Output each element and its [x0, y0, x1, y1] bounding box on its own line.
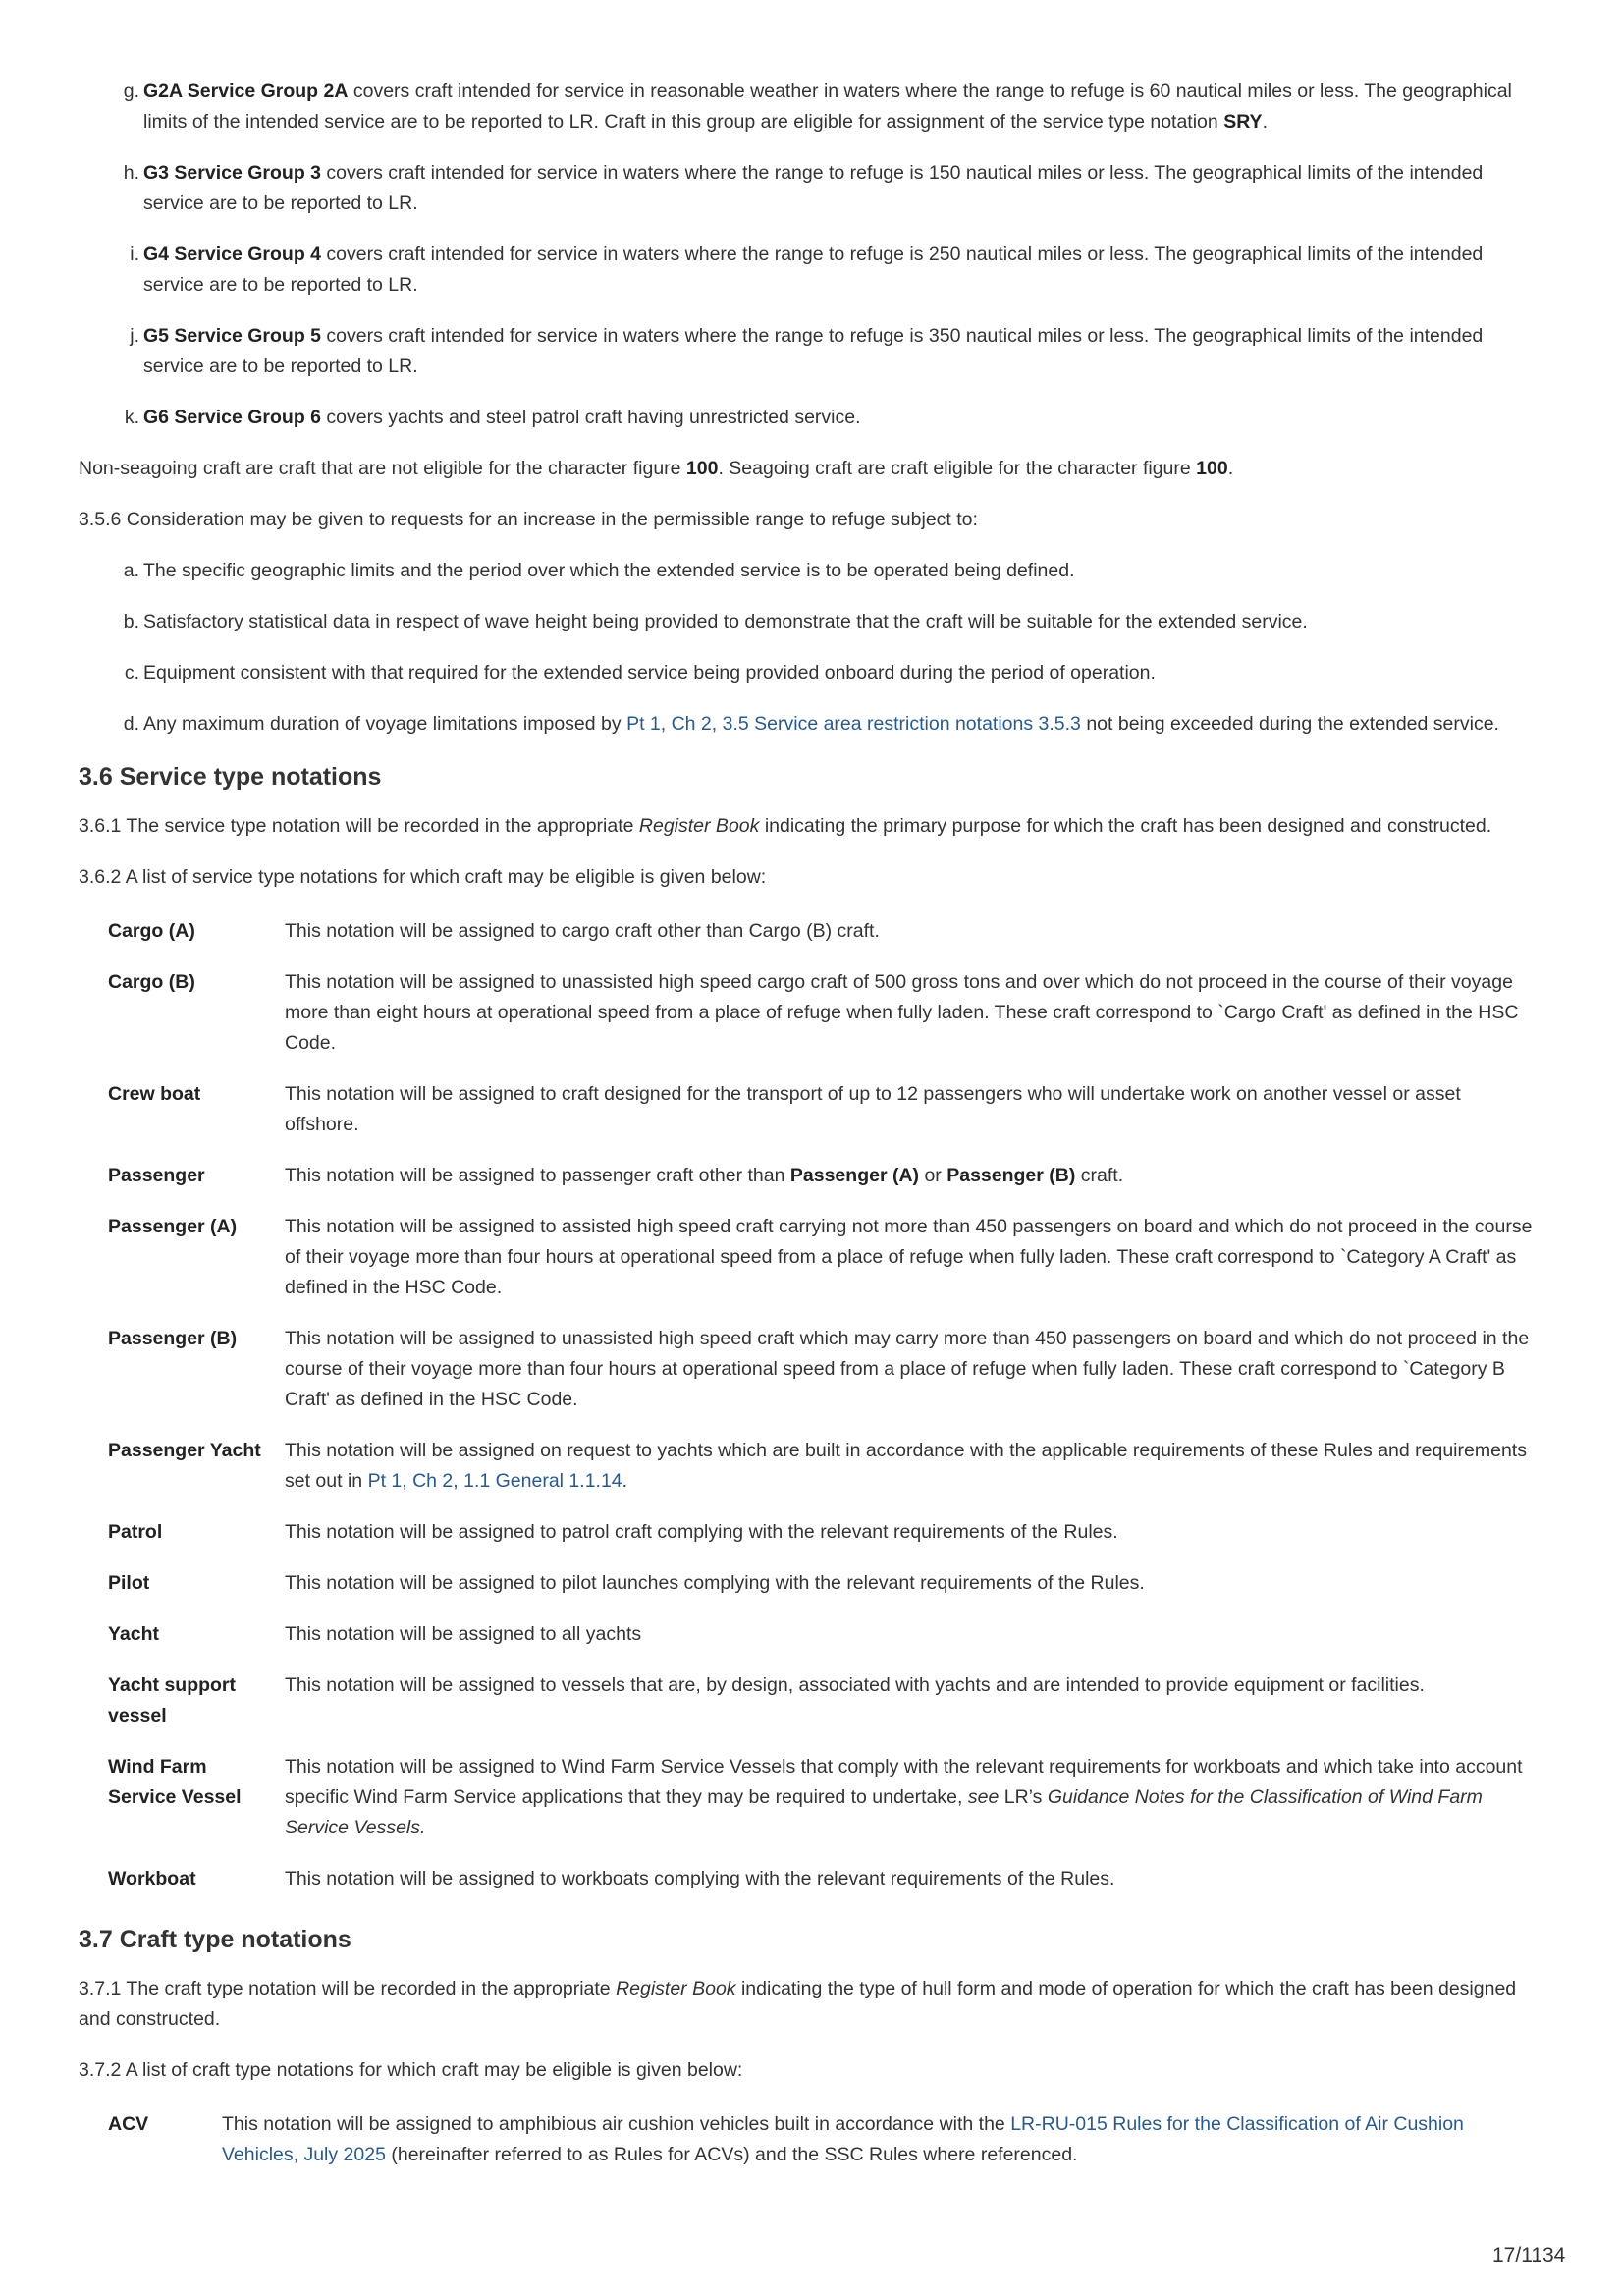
notation-term: Passenger (B) — [108, 1328, 238, 1349]
notation-term: Wind Farm Service Vessel — [108, 1756, 242, 1808]
text-run: craft. — [1080, 1165, 1124, 1186]
punctuation: . — [1227, 458, 1234, 479]
table-row — [108, 1517, 1534, 1568]
notation-bold: Passenger (A) — [789, 1165, 920, 1186]
table-row — [108, 967, 1534, 1079]
text-run: indicating the primary purpose for which the craft has been designed and constructed. — [764, 815, 1492, 837]
list-item — [79, 240, 1532, 301]
table-row — [108, 1568, 1534, 1619]
group-term: G3 Service Group 3 — [143, 162, 321, 184]
list-item — [79, 607, 1532, 637]
service-group-list — [79, 77, 1532, 433]
nonseagoing-paragraph — [79, 454, 1532, 484]
cross-reference-link[interactable]: Pt 1, Ch 2, 3.5 Service area restriction notations 3.5.3 — [626, 713, 1081, 735]
notation-term: Crew boat — [108, 1083, 201, 1105]
punctuation: . — [622, 1470, 628, 1492]
section-heading-3-7: 3.7 Craft type notations — [79, 1926, 351, 1953]
text-run: not being exceeded during the extended service. — [1086, 713, 1499, 735]
notation-definition: This notation will be assigned to all yachts — [285, 1623, 642, 1645]
table-row — [108, 916, 1534, 967]
character-figure: 100 — [1196, 458, 1228, 479]
notation-definition: This notation will be assigned to pilot launches complying with the relevant requirements of the Rules. — [285, 1572, 1145, 1594]
notation-bold: SRY — [1223, 111, 1263, 133]
list-item-text — [143, 403, 1532, 433]
group-description: covers craft intended for service in reasonable weather in waters where the range to refuge is 60 nautical miles or less. The geographical limits of the intended service are to be reported to LR. Craft in this group are eligible for assignment of the service type notation — [143, 81, 1512, 133]
table-row — [108, 1752, 1534, 1864]
text-run: LR’s — [1003, 1786, 1043, 1808]
list-item-text: The specific geographic limits and the period over which the extended service is to be operated being defined. — [143, 560, 1075, 581]
text-run: This notation will be assigned to amphibious air cushion vehicles built in accordance with the — [222, 2113, 1005, 2135]
paragraph-3-7-1 — [79, 1974, 1532, 2035]
notation-term: Yacht — [108, 1623, 160, 1645]
text-run: Non-seagoing craft are craft that are not eligible for the character figure — [79, 458, 681, 479]
notation-definition: This notation will be assigned to unassisted high speed cargo craft of 500 gross tons and over which do not proceed in the course of their voyage more than eight hours at operational speed from a place of refuge when fully laden. These craft correspond to `Cargo Craft' as defined in the HSC Code. — [285, 971, 1519, 1054]
table-row — [108, 1670, 1534, 1752]
notation-definition: This notation will be assigned to assisted high speed craft carrying not more than 450 passengers on board and which do not proceed in the course of their voyage more than four hours at operational speed from a place of refuge when fully laden. These craft correspond to `Category A Craft' as defined in the HSC Code. — [285, 1216, 1533, 1298]
notation-definition: This notation will be assigned to patrol craft complying with the relevant requirements of the Rules. — [285, 1521, 1118, 1543]
cross-reference-link[interactable]: LR-RU-015 Rules for the Classification of Air Cushion Vehicles, July 2025 — [222, 2113, 1464, 2165]
italic-run: see — [967, 1786, 1000, 1808]
table-row — [108, 2109, 1534, 2191]
list-item-text — [143, 321, 1532, 382]
list-item-text — [143, 158, 1532, 219]
paragraph-3-6-2: 3.6.2 A list of service type notations for which craft may be eligible is given below: — [79, 866, 767, 888]
notation-definition — [285, 1436, 1534, 1517]
list-item-text — [143, 709, 1532, 739]
table-row — [108, 1324, 1534, 1436]
notation-term: Workboat — [108, 1868, 196, 1889]
group-term: G2A Service Group 2A — [143, 81, 349, 102]
paragraph-3-7-2: 3.7.2 A list of craft type notations for which craft may be eligible is given below: — [79, 2059, 743, 2081]
notation-term: Patrol — [108, 1521, 163, 1543]
notation-definition: This notation will be assigned to craft designed for the transport of up to 12 passengers who will undertake work on another vessel or asset offshore. — [285, 1083, 1461, 1135]
list-marker: k. — [124, 407, 139, 428]
list-marker: b. — [123, 611, 139, 632]
notation-term: Passenger (A) — [108, 1216, 238, 1237]
list-item-text: Satisfactory statistical data in respect of wave height being provided to demonstrate that the craft will be suitable for the extended service. — [143, 611, 1308, 632]
list-marker: j. — [130, 325, 139, 347]
table-row — [108, 1212, 1534, 1324]
notation-term: ACV — [108, 2113, 149, 2135]
text-run: This notation will be assigned on request to yachts which are built in accordance with the applicable requirements of these Rules and requirements set out in — [285, 1440, 1527, 1492]
notation-definition — [222, 2109, 1534, 2191]
paragraph-3-5-6: 3.5.6 Consideration may be given to requests for an increase in the permissible range to refuge subject to: — [79, 509, 978, 530]
document-page — [79, 77, 1532, 2191]
cross-reference-link[interactable]: Pt 1, Ch 2, 1.1 General 1.1.14 — [367, 1470, 622, 1492]
punctuation: . — [420, 1817, 426, 1838]
list-marker: h. — [123, 162, 139, 184]
list-marker: i. — [130, 244, 139, 265]
notation-definition — [285, 1752, 1534, 1864]
section-heading-3-6: 3.6 Service type notations — [79, 763, 382, 791]
list-item — [79, 158, 1532, 219]
paragraph-3-6-1 — [79, 811, 1532, 842]
notation-term: Passenger Yacht — [108, 1440, 261, 1461]
list-item — [79, 403, 1532, 433]
table-row — [108, 1079, 1534, 1161]
list-item — [79, 77, 1532, 137]
list-item-text — [143, 77, 1532, 137]
text-run: 3.6.1 The service type notation will be recorded in the appropriate — [79, 815, 634, 837]
group-term: G5 Service Group 5 — [143, 325, 321, 347]
text-run: This notation will be assigned to passenger craft other than — [285, 1165, 785, 1186]
register-book-italic: Register Book — [638, 815, 760, 837]
notation-term: Cargo (A) — [108, 920, 195, 942]
table-row — [108, 1436, 1534, 1517]
list-marker: a. — [123, 560, 139, 581]
text-run: This notation will be assigned to Wind Farm Service Vessels that comply with the relevant requirements for workboats and which take into account specific Wind Farm Service applications that they may be required to undertake, — [285, 1756, 1523, 1808]
text-run: 3.7.1 The craft type notation will be recorded in the appropriate — [79, 1978, 611, 1999]
page-number: 17/1134 — [1492, 2244, 1566, 2267]
notation-term: Pilot — [108, 1572, 150, 1594]
group-description: covers yachts and steel patrol craft having unrestricted service. — [326, 407, 861, 428]
group-term: G6 Service Group 6 — [143, 407, 321, 428]
character-figure: 100 — [685, 458, 719, 479]
list-marker: g. — [123, 81, 139, 102]
text-run: . Seagoing craft are craft eligible for the character figure — [718, 458, 1191, 479]
list-item — [79, 321, 1532, 382]
list-item — [79, 658, 1532, 688]
punctuation: . — [1262, 111, 1268, 133]
notation-definition: This notation will be assigned to cargo craft other than Cargo (B) craft. — [285, 920, 880, 942]
notation-definition — [285, 1161, 1534, 1212]
group-term: G4 Service Group 4 — [143, 244, 321, 265]
text-run: indicating the type of hull form and mode of operation for which the craft has been designed and constructed. — [79, 1978, 1517, 2030]
table-row — [108, 1161, 1534, 1212]
notation-definition: This notation will be assigned to workboats complying with the relevant requirements of the Rules. — [285, 1868, 1115, 1889]
notation-term: Yacht support vessel — [108, 1674, 237, 1726]
list-item-text — [143, 240, 1532, 301]
notation-definition: This notation will be assigned to unassisted high speed craft which may carry more than 450 passengers on board and which do not proceed in the course of their voyage more than four hours at operational speed from a place of refuge when fully laden. These craft correspond to `Category B Craft' as defined in the HSC Code. — [285, 1328, 1530, 1410]
notation-definition: This notation will be assigned to vessels that are, by design, associated with yachts and are intended to provide equipment or facilities. — [285, 1674, 1425, 1696]
list-item-text: Equipment consistent with that required for the extended service being provided onboard during the period of operation. — [143, 662, 1156, 683]
list-marker: c. — [124, 662, 139, 683]
notation-bold: Passenger (B) — [946, 1165, 1076, 1186]
table-row — [108, 1619, 1534, 1670]
group-description: covers craft intended for service in waters where the range to refuge is 350 nautical miles or less. The geographical limits of the intended service are to be reported to LR. — [143, 325, 1484, 377]
guidance-notes-title: Guidance Notes for the Classification of Wind Farm Service Vessels — [285, 1786, 1483, 1838]
group-description: covers craft intended for service in waters where the range to refuge is 250 nautical miles or less. The geographical limits of the intended service are to be reported to LR. — [143, 244, 1484, 296]
group-description: covers craft intended for service in waters where the range to refuge is 150 nautical miles or less. The geographical limits of the intended service are to be reported to LR. — [143, 162, 1484, 214]
text-run: (hereinafter referred to as Rules for ACVs) and the SSC Rules where referenced. — [391, 2144, 1078, 2165]
text-run: or — [924, 1165, 942, 1186]
table-row — [108, 1864, 1534, 1915]
register-book-italic: Register Book — [616, 1978, 736, 1999]
service-type-table — [108, 916, 1534, 1915]
list-item — [79, 556, 1532, 586]
list-item — [79, 709, 1532, 739]
notation-term: Passenger — [108, 1165, 205, 1186]
list-marker: d. — [123, 713, 139, 735]
craft-type-table — [108, 2109, 1534, 2191]
conditions-list — [79, 556, 1532, 739]
notation-term: Cargo (B) — [108, 971, 195, 993]
text-run: Any maximum duration of voyage limitations imposed by — [143, 713, 622, 735]
